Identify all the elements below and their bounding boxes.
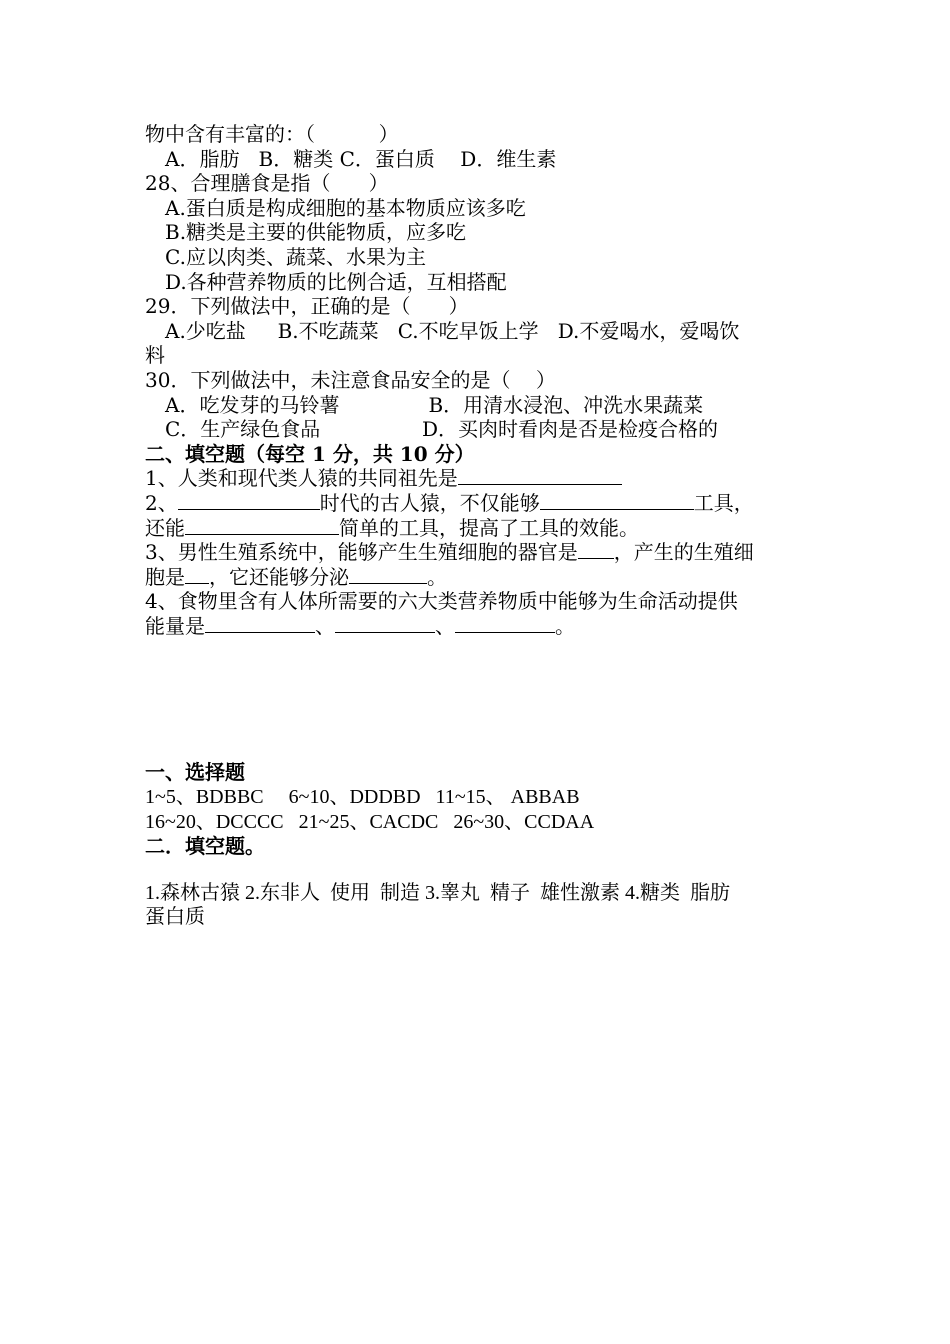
fill-q2-mid: 时代的古人猿，不仅能够 <box>319 490 540 515</box>
fill-blank[interactable] <box>185 565 209 584</box>
fill-q4-sep: 、 <box>315 613 335 638</box>
q27-stem-tail: 物中含有丰富的：（ ） <box>145 122 399 146</box>
fill-blank[interactable] <box>540 491 694 510</box>
fill-q3-end: ，产生的生殖细 <box>613 540 754 565</box>
spacer <box>145 859 815 881</box>
fill-blank[interactable] <box>458 466 622 485</box>
fill-q4-cont-a: 能量是 <box>145 613 205 638</box>
fill-q2-cont <box>145 516 815 541</box>
fill-q4: 4、食物里含有人体所需要的六大类营养物质中能够为生命活动提供 <box>145 589 738 614</box>
spacer <box>145 638 815 760</box>
answers-mc-line2: 16~20、DCCCC 21~25、CACDC 26~30、CCDAA <box>145 810 595 833</box>
q27-options: A．脂肪 B．糖类 C．蛋白质 D．维生素 <box>165 146 557 171</box>
fill-q2-end: 工具， <box>693 490 754 515</box>
fill-q4-sep: 、 <box>435 613 455 638</box>
fill-q1 <box>145 466 815 491</box>
fill-blank[interactable] <box>455 614 555 633</box>
q29-options: A.少吃盐 B.不吃蔬菜 C.不吃早饭上学 D.不爱喝水，爱喝饮 <box>165 318 740 343</box>
q28-option-c: C.应以肉类、蔬菜、水果为主 <box>165 244 426 269</box>
fill-blank[interactable] <box>185 516 339 535</box>
fill-q3-cont-b: ，它还能够分泌 <box>209 564 349 589</box>
fill-q1-text: 1、人类和现代类人猿的共同祖先是 <box>145 466 458 491</box>
fill-q3-cont-a: 胞是 <box>145 564 185 589</box>
fill-blank[interactable] <box>205 614 315 633</box>
fill-blank[interactable] <box>335 614 435 633</box>
q28-stem: 28、合理膳食是指（ ） <box>145 171 389 196</box>
q29-options-wrap: 料 <box>145 343 165 368</box>
fill-q3 <box>145 540 815 565</box>
answers-title-mc: 一、选择题 <box>145 760 245 785</box>
fill-blank[interactable] <box>178 491 320 510</box>
q28-option-a: A.蛋白质是构成细胞的基本物质应该多吃 <box>165 195 526 220</box>
q28-option-b: B.糖类是主要的供能物质，应多吃 <box>165 220 467 245</box>
q29-stem: 29．下列做法中，正确的是（ ） <box>145 294 469 319</box>
fill-q3-cont <box>145 565 815 590</box>
exam-page <box>145 122 815 930</box>
answers-fill-line1: 1.森林古猿 2.东非人 使用 制造 3.睾丸 精子 雄性激素 4.糖类 脂肪 <box>145 881 730 904</box>
fill-blank[interactable] <box>349 565 427 584</box>
fill-q2 <box>145 491 815 516</box>
q30-options-ab: A．吃发芽的马铃薯 B．用清水浸泡、冲洗水果蔬菜 <box>165 392 704 417</box>
fill-q2-prefix: 2、 <box>145 490 178 515</box>
q28-option-d: D.各种营养物质的比例合适，互相搭配 <box>165 269 507 294</box>
fill-blank[interactable] <box>578 540 614 559</box>
fill-q3-cont-c: 。 <box>427 564 447 589</box>
fill-q3-text: 3、男性生殖系统中，能够产生生殖细胞的器官是 <box>145 540 578 565</box>
q30-stem: 30．下列做法中，未注意食品安全的是（ ） <box>145 367 556 392</box>
answers-fill-line2: 蛋白质 <box>145 906 205 929</box>
answers-title-fill: 二．填空题。 <box>145 834 265 859</box>
q30-options-cd: C．生产绿色食品 D．买肉时看肉是否是检疫合格的 <box>165 417 719 442</box>
fill-q2-cont-prefix: 还能 <box>145 515 185 540</box>
fill-q2-cont-end: 简单的工具，提高了工具的效能。 <box>339 515 639 540</box>
section2-title: 二、填空题（每空 1 分，共 10 分） <box>145 441 475 466</box>
fill-q4-cont <box>145 614 815 639</box>
answers-mc-line1: 1~5、BDBBC 6~10、DDDBD 11~15、 ABBAB <box>145 786 580 809</box>
fill-q4-end: 。 <box>555 613 575 638</box>
